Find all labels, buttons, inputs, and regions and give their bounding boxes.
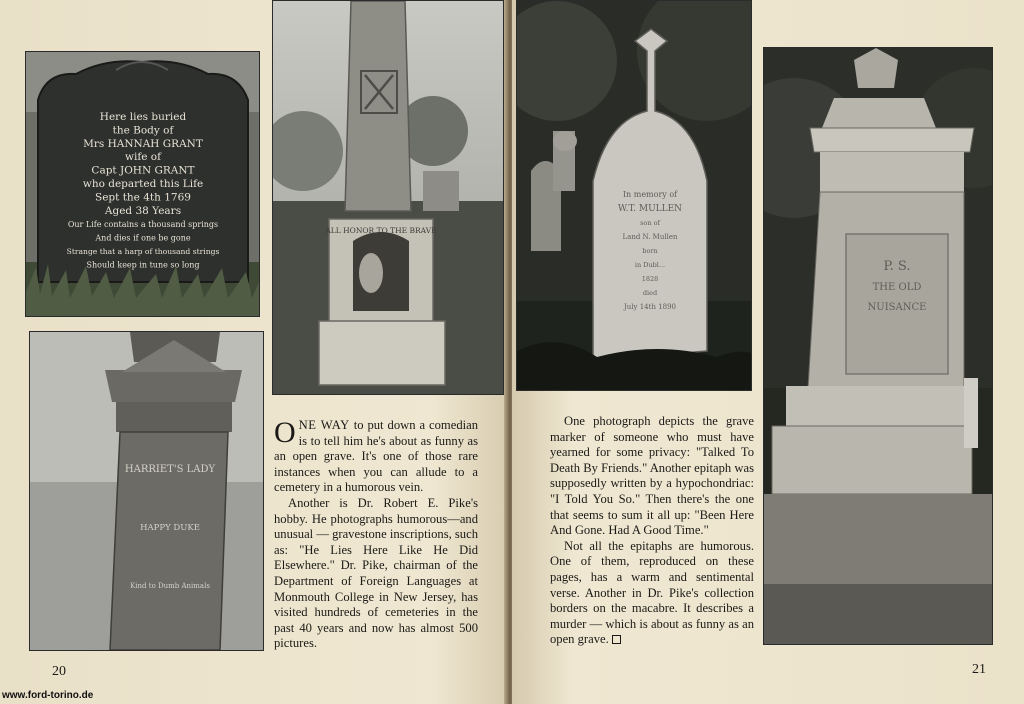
inscription-line: Kind to Dumb Animals (130, 582, 210, 590)
headstone-illustration (26, 52, 259, 316)
article-paragraph-1 (274, 418, 478, 496)
inscription-line: 1828 (641, 275, 659, 283)
inscription-line: THE OLD (872, 282, 922, 293)
inscription-line: HARRIET'S LADY (124, 464, 216, 475)
page-number-left: 20 (52, 664, 66, 679)
inscription-line: Land N. Mullen (622, 233, 678, 241)
monument-illustration (30, 332, 263, 650)
obelisk-illustration (273, 1, 503, 394)
inscription-line: July 14th 1890 (623, 303, 677, 311)
photo-hannah-grant-headstone (25, 51, 260, 317)
paragraph-4-text: Not all the epitaphs are humorous. One of them, reproduced on these pages, has a warm and sentimental verse. Another in Dr. Pike's collection borders on the macabre. It describes a murder — which is about as funny as an open grave. (550, 538, 754, 647)
inscription-line: HAPPY DUKE (140, 523, 200, 533)
inscription-line: Capt JOHN GRANT (91, 164, 195, 177)
photo-mullen-headstone (516, 0, 752, 391)
inscription-line: Should keep in tune so long (86, 260, 200, 270)
paragraph-1-text: to put down a comedian is to tell him he's about as funny as an open grave. It's one of those rare instances when you can allude to a cemetery in a humorous vein. (274, 418, 478, 495)
watermark-text: www.ford-torino.de (2, 690, 94, 701)
inscription-line: Strange that a harp of thousand strings (66, 247, 220, 256)
inscription-line: born (642, 247, 658, 255)
inscription-line: And dies if one be gone (95, 233, 191, 243)
article-paragraph-3: One photograph depicts the grave marker of someone who must have yearned for some privacy: "Talked To Death By Friends." Another epitaph was supposedly written by a hypochondriac: "I Told You So." Then there's the one that seems to sum it all up: "Been Here And Gone. Had A Good Time." (550, 414, 754, 538)
inscription-line: In memory of (622, 190, 678, 199)
inscription-line: died (642, 289, 658, 297)
inscription-line: Mrs HANNAH GRANT (83, 137, 203, 150)
inscription-line: Sept the 4th 1769 (95, 191, 191, 204)
inscription-line: Aged 38 Years (104, 204, 182, 217)
inscription-line: wife of (125, 151, 161, 164)
obelisk-inscription: ALL HONOR TO THE BRAVE (325, 226, 437, 235)
mullen-illustration (517, 1, 751, 390)
article-column-left (274, 418, 478, 652)
inscription-line: son of (640, 219, 660, 227)
inscription-line: Here lies buried (99, 111, 187, 123)
inscription-line: W.T. MULLEN (617, 204, 683, 214)
right-page (512, 0, 1024, 704)
nuisance-illustration (764, 48, 992, 644)
lead-in: NE WAY (298, 418, 350, 432)
drop-cap: O (274, 416, 296, 449)
inscription-line: Our Life contains a thousand springs (67, 220, 219, 230)
inscription-line: who departed this Life (82, 178, 204, 190)
end-mark-icon (612, 635, 621, 644)
article-paragraph-2: Another is Dr. Robert E. Pike's hobby. He photographs humorous—and unusual — gravestone inscriptions, such as: "He Lies Here Like He Did Elsewhere." Dr. Pike, chairman of the Department of Foreign Languages at Monmouth College in New Jersey, has visited hundreds of cemeteries in the past 40 years and now has almost 500 pictures. (274, 495, 478, 651)
page-number-right: 21 (972, 662, 986, 677)
inscription-line: the Body of (112, 124, 174, 137)
photo-harriets-lady-monument (29, 331, 264, 651)
article-paragraph-4 (550, 539, 754, 648)
article-column-right (550, 414, 754, 648)
inscription-line: in Dubl... (634, 261, 666, 269)
photo-old-nuisance-monument (763, 47, 993, 645)
inscription-line: NUISANCE (867, 302, 927, 313)
left-page (0, 0, 508, 704)
inscription-line: P. S. (883, 259, 911, 274)
photo-obelisk-all-honor (272, 0, 504, 395)
